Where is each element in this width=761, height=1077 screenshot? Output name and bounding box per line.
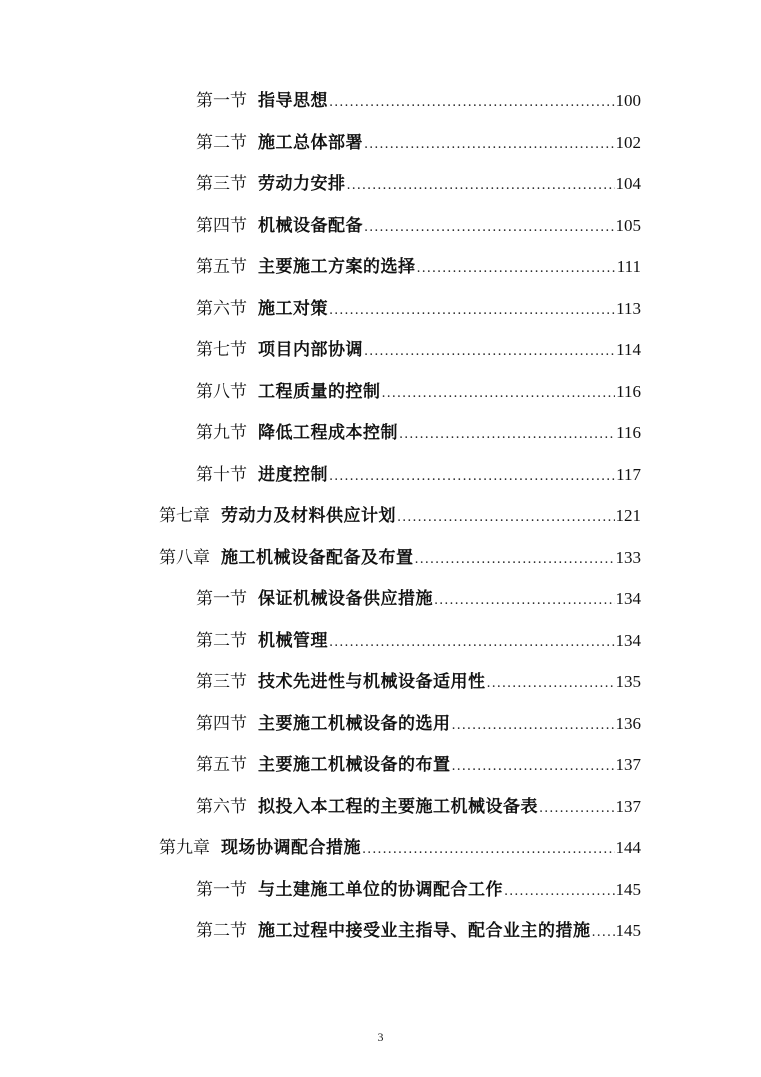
toc-entry-page: 116 [616, 382, 641, 401]
toc-section-entry[interactable] [196, 88, 641, 114]
toc-section-entry[interactable] [196, 669, 641, 695]
toc-entry-title: 劳动力及材料供应计划 [221, 506, 396, 526]
toc-entry-number: 第六节 [196, 797, 247, 817]
toc-entry-number: 第九章 [159, 838, 210, 858]
toc-section-entry[interactable] [196, 213, 641, 239]
toc-entry-number: 第二节 [196, 631, 247, 651]
toc-entry-title: 指导思想 [258, 91, 328, 111]
toc-section-entry[interactable] [196, 420, 641, 446]
page-number: 3 [377, 1030, 384, 1044]
toc-entry-number: 第三节 [196, 672, 247, 692]
toc-entry-title: 主要施工机械设备的选用 [258, 714, 451, 734]
toc-section-entry[interactable] [196, 628, 641, 654]
toc-entry-title: 施工总体部署 [258, 133, 363, 153]
toc-entry-number: 第七章 [159, 506, 210, 526]
dot-leader [364, 132, 615, 158]
toc-entry-page: 137 [615, 797, 641, 816]
dot-leader [347, 173, 615, 199]
toc-section-entry[interactable] [196, 586, 641, 612]
toc-entry-page: 117 [616, 465, 641, 484]
toc-entry-page: 105 [615, 216, 641, 235]
toc-section-entry[interactable] [196, 379, 641, 405]
toc-entry-title: 劳动力安排 [258, 174, 346, 194]
dot-leader [434, 588, 615, 614]
toc-entry-title: 拟投入本工程的主要施工机械设备表 [258, 797, 538, 817]
toc-entry-number: 第一节 [196, 589, 247, 609]
toc-entry-number: 第七节 [196, 340, 247, 360]
dot-leader [329, 464, 615, 490]
toc-entry-title: 施工过程中接受业主指导、配合业主的措施 [258, 921, 591, 941]
toc-entry-number: 第四节 [196, 714, 247, 734]
toc-entry-number: 第四节 [196, 216, 247, 236]
toc-entry-number: 第八节 [196, 382, 247, 402]
dot-leader [592, 920, 615, 946]
toc-chapter-entry[interactable] [159, 503, 641, 529]
dot-leader [504, 879, 615, 905]
dot-leader [452, 754, 615, 780]
toc-entry-number: 第二节 [196, 921, 247, 941]
toc-entry-number: 第一节 [196, 880, 247, 900]
dot-leader [417, 256, 616, 282]
toc-entry-page: 145 [615, 880, 641, 899]
toc-entry-page: 145 [615, 921, 641, 940]
toc-section-entry[interactable] [196, 877, 641, 903]
toc-entry-page: 121 [615, 506, 641, 525]
toc-entry-page: 113 [616, 299, 641, 318]
toc-entry-title: 机械设备配备 [258, 216, 363, 236]
dot-leader [329, 630, 615, 656]
toc-section-entry[interactable] [196, 171, 641, 197]
toc-entry-number: 第十节 [196, 465, 247, 485]
dot-leader [329, 90, 615, 116]
dot-leader [329, 298, 615, 324]
toc-entry-page: 100 [615, 91, 641, 110]
toc-entry-page: 136 [615, 714, 641, 733]
toc-entry-page: 104 [615, 174, 641, 193]
toc-section-entry[interactable] [196, 130, 641, 156]
toc-entry-page: 114 [616, 340, 641, 359]
toc-entry-title: 施工机械设备配备及布置 [221, 548, 414, 568]
toc-section-entry[interactable] [196, 918, 641, 944]
toc-entry-number: 第八章 [159, 548, 210, 568]
toc-entry-page: 134 [615, 589, 641, 608]
toc-entry-title: 施工对策 [258, 299, 328, 319]
toc-entry-title: 主要施工机械设备的布置 [258, 755, 451, 775]
dot-leader [364, 339, 615, 365]
toc-entry-title: 进度控制 [258, 465, 328, 485]
toc-entry-page: 137 [615, 755, 641, 774]
toc-section-entry[interactable] [196, 337, 641, 363]
dot-leader [382, 381, 616, 407]
dot-leader [364, 215, 615, 241]
toc-section-entry[interactable] [196, 711, 641, 737]
toc-chapter-entry[interactable] [159, 545, 641, 571]
dot-leader [539, 796, 615, 822]
toc-entry-title: 机械管理 [258, 631, 328, 651]
dot-leader [362, 837, 615, 863]
toc-entry-title: 主要施工方案的选择 [258, 257, 416, 277]
toc-entry-page: 102 [615, 133, 641, 152]
dot-leader [399, 422, 615, 448]
dot-leader [397, 505, 615, 531]
toc-entry-number: 第一节 [196, 91, 247, 111]
toc-section-entry[interactable] [196, 254, 641, 280]
dot-leader [415, 547, 615, 573]
toc-entry-title: 保证机械设备供应措施 [258, 589, 433, 609]
toc-entry-title: 现场协调配合措施 [221, 838, 361, 858]
toc-entry-number: 第九节 [196, 423, 247, 443]
toc-entry-page: 133 [615, 548, 641, 567]
toc-entry-title: 项目内部协调 [258, 340, 363, 360]
toc-chapter-entry[interactable] [159, 835, 641, 861]
toc-entry-title: 降低工程成本控制 [258, 423, 398, 443]
toc-entry-page: 144 [615, 838, 641, 857]
dot-leader [487, 671, 615, 697]
toc-entry-page: 134 [615, 631, 641, 650]
toc-section-entry[interactable] [196, 462, 641, 488]
toc-entry-title: 工程质量的控制 [258, 382, 381, 402]
toc-section-entry[interactable] [196, 752, 641, 778]
toc-entry-page: 111 [616, 257, 641, 276]
toc-entry-number: 第二节 [196, 133, 247, 153]
toc-entry-number: 第六节 [196, 299, 247, 319]
dot-leader [452, 713, 615, 739]
toc-section-entry[interactable] [196, 296, 641, 322]
toc-entry-number: 第三节 [196, 174, 247, 194]
toc-entry-number: 第五节 [196, 755, 247, 775]
toc-section-entry[interactable] [196, 794, 641, 820]
toc-entry-page: 135 [615, 672, 641, 691]
toc-entry-title: 与土建施工单位的协调配合工作 [258, 880, 503, 900]
toc-entry-page: 116 [616, 423, 641, 442]
toc-entry-title: 技术先进性与机械设备适用性 [258, 672, 486, 692]
toc-entry-number: 第五节 [196, 257, 247, 277]
